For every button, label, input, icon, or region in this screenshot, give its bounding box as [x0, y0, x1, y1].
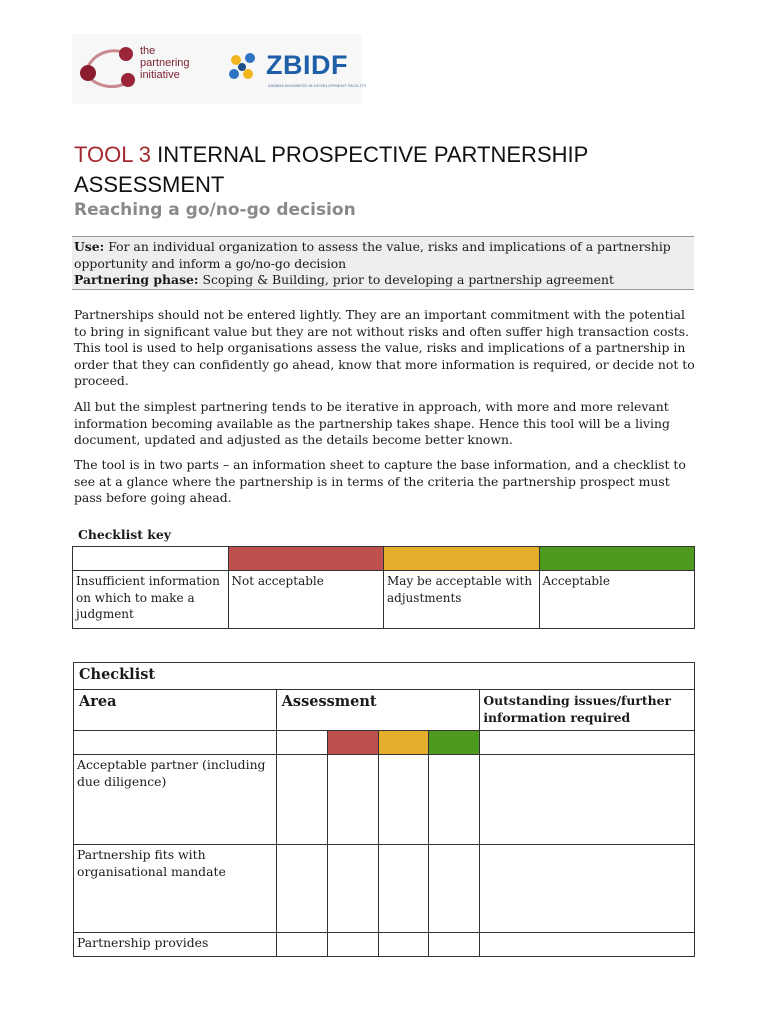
swatch-amber	[378, 731, 429, 755]
tpi-line: the	[140, 45, 156, 57]
swatch-insufficient	[276, 731, 327, 755]
checklist-area-cell: Partnership fits with organisational mandate	[74, 845, 277, 933]
key-swatch-insufficient	[73, 547, 229, 571]
iterative-paragraph: All but the simplest partnering tends to be iterative in approach, with more and more relevant information becoming available as the partnership takes shape. Hence this tool will be a living document, updated and adjusted as the details become better known.	[74, 399, 670, 447]
assessment-cell-amber[interactable]	[378, 845, 429, 933]
page-subtitle: Reaching a go/no-go decision	[74, 200, 356, 220]
checklist-title: Checklist	[74, 663, 695, 690]
assessment-cell-amber[interactable]	[378, 755, 429, 845]
key-text-acceptable: Acceptable	[539, 571, 695, 629]
zbidf-logo-icon	[224, 50, 266, 84]
column-header-outstanding: Outstanding issues/further information required	[480, 690, 695, 731]
use-label: Use:	[74, 239, 105, 254]
swatch-area-cell	[74, 731, 277, 755]
phase-line	[74, 272, 692, 289]
assessment-cell-amber[interactable]	[378, 933, 429, 957]
use-box	[72, 236, 694, 290]
partnering-initiative-logo-icon	[78, 42, 138, 94]
key-swatch-green	[539, 547, 695, 571]
tool-number: TOOL 3	[74, 142, 152, 167]
zbidf-logo-text: ZBIDF	[266, 50, 348, 80]
column-header-area: Area	[74, 690, 277, 731]
outstanding-issues-cell[interactable]	[480, 755, 695, 845]
assessment-cell-insufficient[interactable]	[276, 755, 327, 845]
key-swatch-amber	[384, 547, 540, 571]
checklist-area-cell: Partnership provides	[74, 933, 277, 957]
outstanding-issues-cell[interactable]	[480, 845, 695, 933]
header-logos	[72, 34, 367, 104]
use-text: For an individual organization to assess the value, risks and implications of a partnership opportunity and inform a go/no-go decision	[74, 239, 671, 271]
swatch-outstanding-cell	[480, 731, 695, 755]
assessment-cell-red[interactable]	[327, 933, 378, 957]
swatch-green	[429, 731, 480, 755]
two-parts-paragraph: The tool is in two parts – an information sheet to capture the base information, and a checklist to see at a glance where the partnership is in terms of the criteria the partnership prospect must pass before going ahead.	[74, 457, 686, 505]
checklist-area-cell: Acceptable partner (including due diligence)	[74, 755, 277, 845]
intro-paragraph: Partnerships should not be entered lightly. They are an important commitment with the potential to bring in significant value but they are not without risks and often suffer high transaction costs. This tool is used to help organisations assess the value, risks and implications of a partnership in order that they can confidently go ahead, know that more information is required, or decide not to proceed.	[74, 307, 695, 388]
assessment-cell-insufficient[interactable]	[276, 933, 327, 957]
phase-text: Scoping & Building, prior to developing a partnership agreement	[198, 272, 614, 287]
assessment-cell-red[interactable]	[327, 845, 378, 933]
tpi-line: initiative	[140, 69, 180, 81]
page-title	[74, 140, 714, 200]
assessment-cell-green[interactable]	[429, 933, 480, 957]
checklist-key-table	[72, 546, 695, 629]
column-header-assessment: Assessment	[276, 690, 480, 731]
assessment-cell-red[interactable]	[327, 755, 378, 845]
zbidf-logo-subtitle: ZAMBIA BUSINESS IN DEVELOPMENT FACILITY	[268, 83, 367, 88]
key-text-not-acceptable: Not acceptable	[228, 571, 384, 629]
outstanding-issues-cell[interactable]	[480, 933, 695, 957]
key-text-may-be-acceptable: May be acceptable with adjustments	[384, 571, 540, 629]
checklist-key-label: Checklist key	[78, 527, 171, 542]
checklist-table	[73, 662, 695, 957]
assessment-cell-green[interactable]	[429, 755, 480, 845]
key-text-insufficient: Insufficient information on which to make a judgment	[73, 571, 229, 629]
swatch-red	[327, 731, 378, 755]
use-line	[74, 239, 692, 272]
title-text: INTERNAL PROSPECTIVE PARTNERSHIP ASSESSMENT	[74, 142, 588, 197]
key-swatch-red	[228, 547, 384, 571]
assessment-cell-insufficient[interactable]	[276, 845, 327, 933]
assessment-cell-green[interactable]	[429, 845, 480, 933]
partnering-initiative-logo-text	[140, 45, 190, 81]
phase-label: Partnering phase:	[74, 272, 199, 287]
tpi-line: partnering	[140, 57, 190, 69]
